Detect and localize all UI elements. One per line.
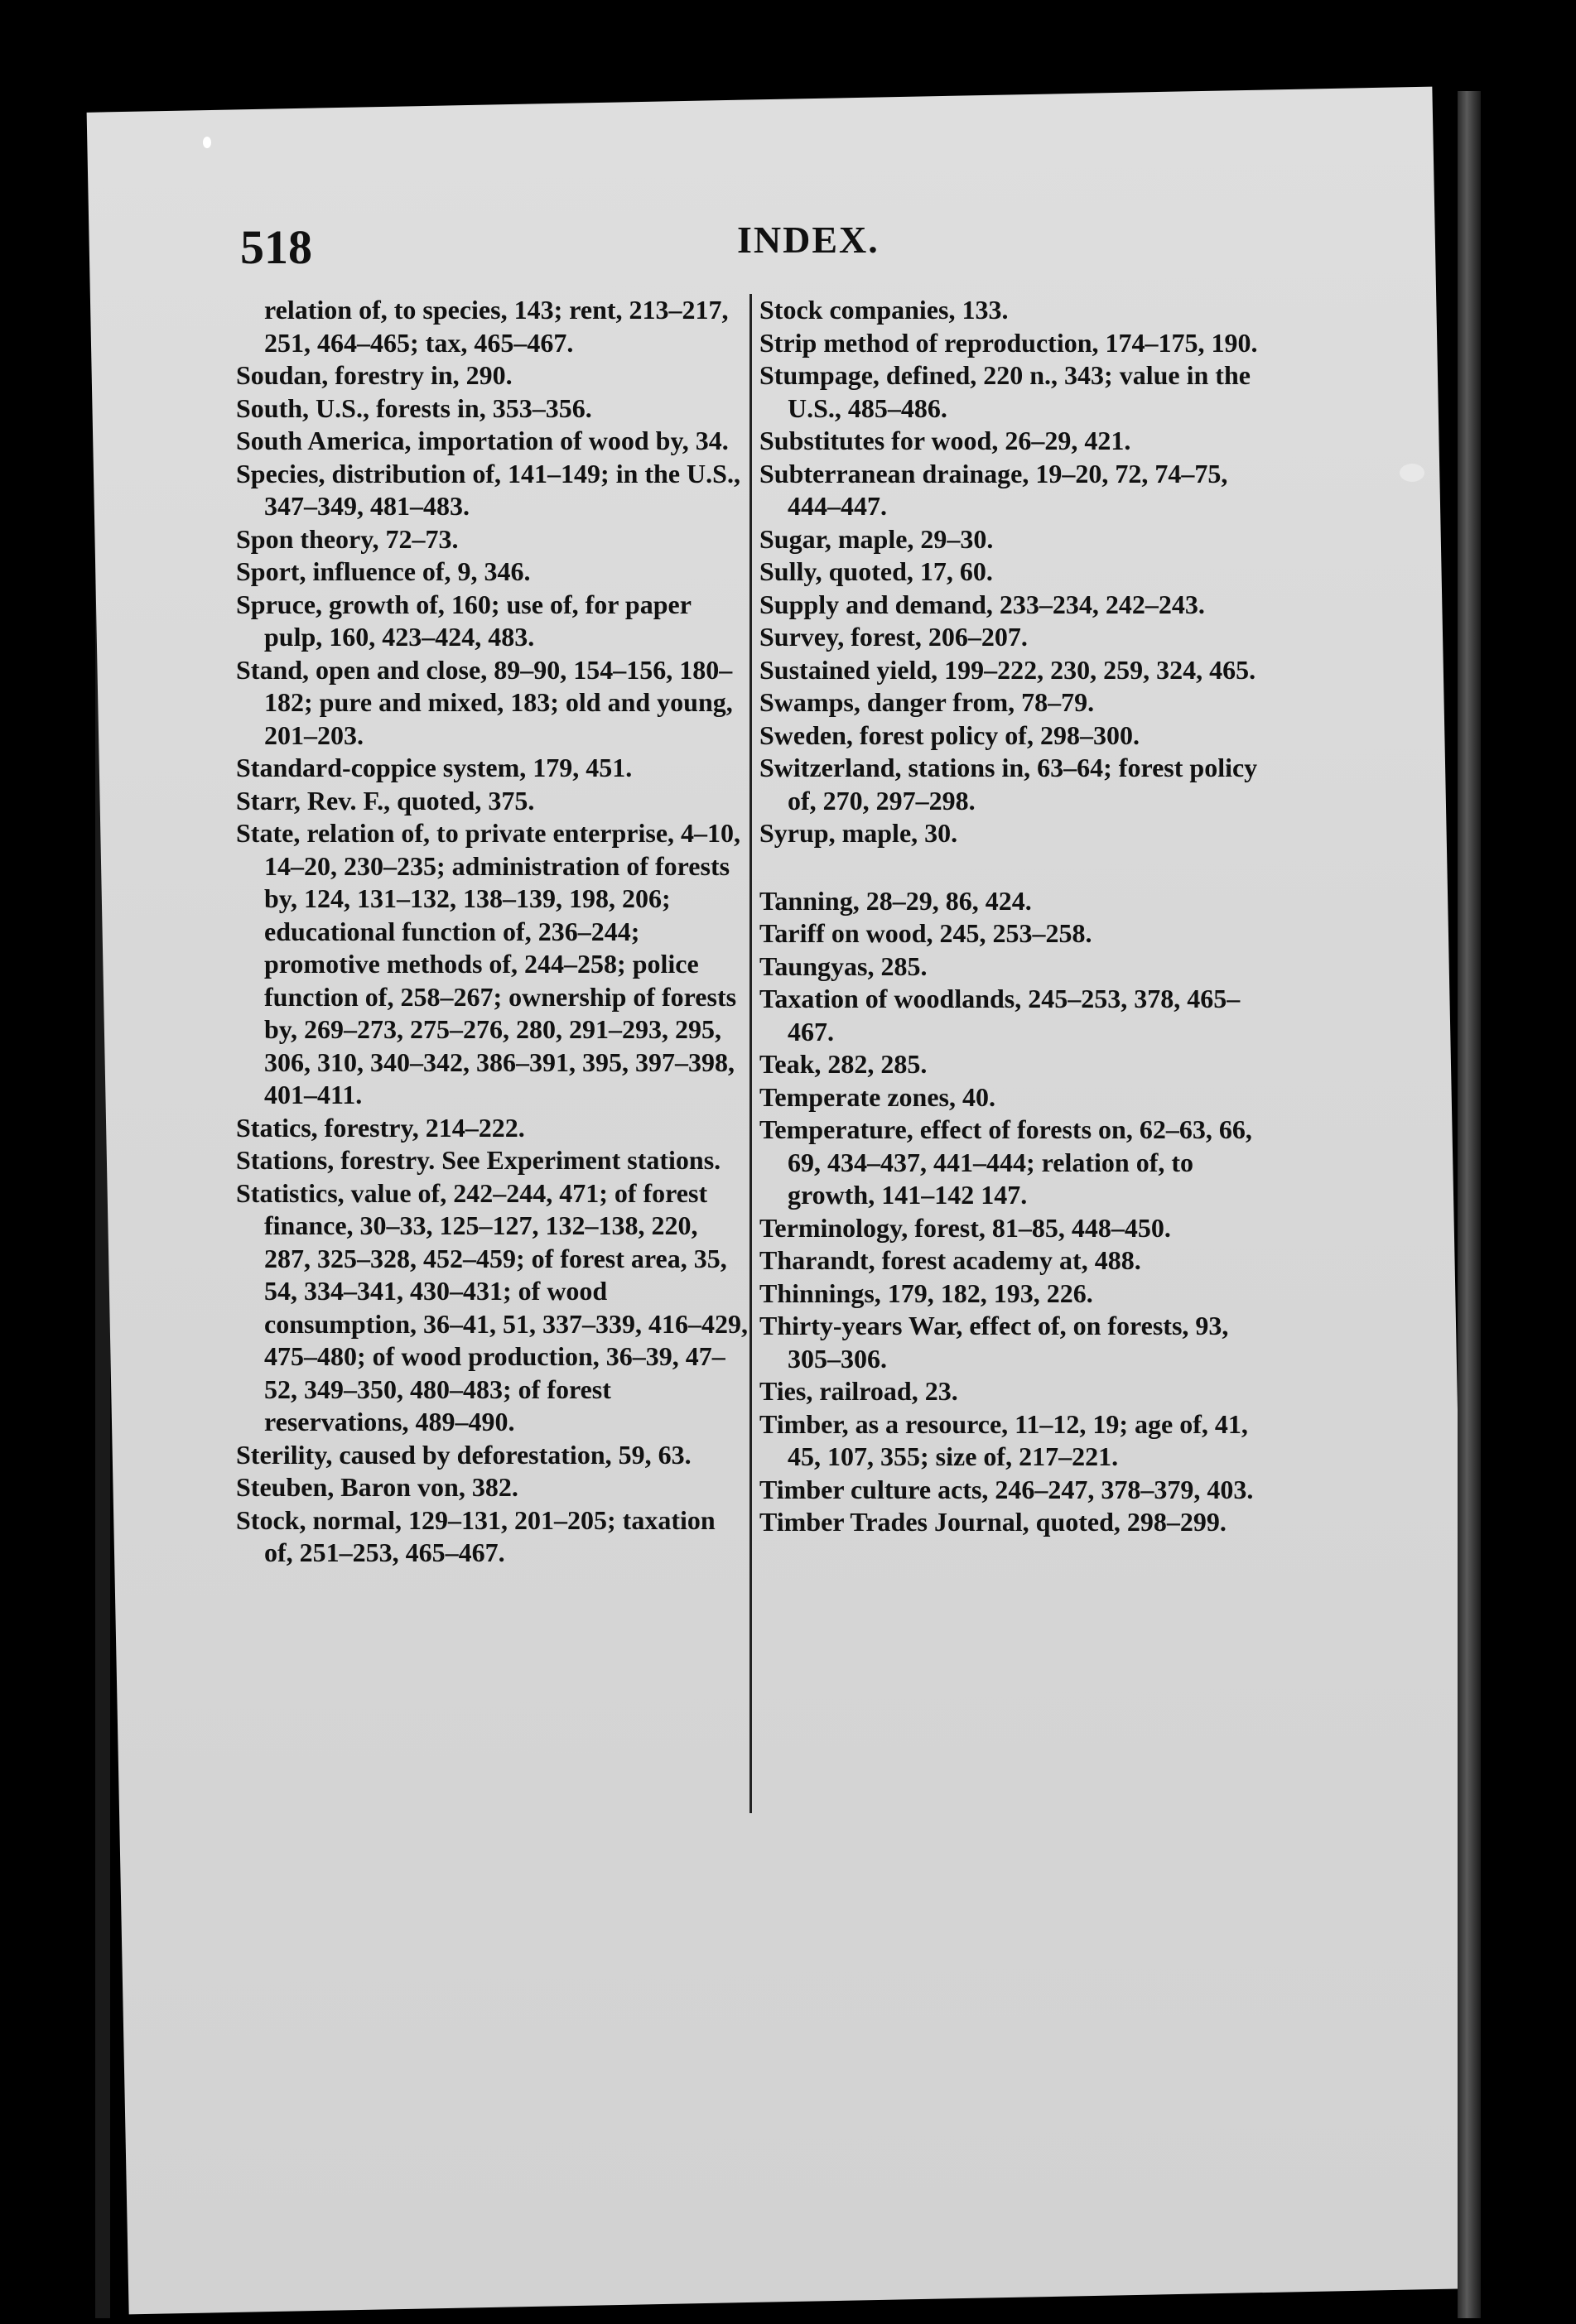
- index-entry: Stand, open and close, 89–90, 154–156, 180–182; pure and mixed, 183; old and young, 201–203.: [236, 654, 733, 750]
- index-entry: Survey, forest, 206–207.: [759, 622, 1028, 652]
- index-entry: Species, distribution of, 141–149; in the U.S., 347–349, 481–483.: [236, 458, 740, 521]
- index-entry: Stations, forestry. See Experiment stations.: [236, 1145, 721, 1175]
- index-entry: Stock, normal, 129–131, 201–205; taxation of, 251–253, 465–467.: [236, 1504, 716, 1567]
- dust-speck: [203, 137, 211, 148]
- index-entry: South, U.S., forests in, 353–356.: [236, 392, 592, 423]
- page-number: 518: [240, 220, 312, 274]
- index-entry: Sugar, maple, 29–30.: [759, 523, 994, 554]
- index-entry: Timber, as a resource, 11–12, 19; age of, 41, 45, 107, 355; size of, 217–221.: [759, 1408, 1248, 1471]
- index-entry: Statics, forestry, 214–222.: [236, 1112, 525, 1143]
- index-entry: Terminology, forest, 81–85, 448–450.: [759, 1212, 1171, 1243]
- index-entry: Stock companies, 133.: [759, 295, 1009, 325]
- page-header: [240, 219, 1193, 294]
- index-entry: Stumpage, defined, 220 n., 343; value in the U.S., 485–486.: [759, 360, 1251, 423]
- index-entry: State, relation of, to private enterprise, 4–10, 14–20, 230–235; administration of forests by, 124, 131–132, 138–139, 198, 206; educational function of, 236–244; promotive methods of, 244–258; police function of, 258–267; ownership of forests by, 269–273, 275–276, 280, 291–293, 295, 306, 310, 340–342, 386–391, 395, 397–398, 401–411.: [236, 818, 741, 1109]
- index-entry: Soudan, forestry in, 290.: [236, 360, 513, 390]
- index-entry: Strip method of reproduction, 174–175, 190.: [759, 327, 1258, 358]
- index-entry: Taungyas, 285.: [759, 950, 928, 981]
- index-column-right: [759, 294, 1273, 1539]
- index-entry: Taxation of woodlands, 245–253, 378, 465–467.: [759, 984, 1241, 1047]
- index-columns: [236, 294, 1379, 1784]
- index-entry: Steuben, Baron von, 382.: [236, 1472, 518, 1502]
- index-entry: Thinnings, 179, 182, 193, 226.: [759, 1277, 1093, 1308]
- index-column-left: [236, 294, 749, 1570]
- index-entry: Substitutes for wood, 26–29, 421.: [759, 426, 1131, 455]
- index-entry: Sweden, forest policy of, 298–300.: [759, 719, 1140, 750]
- index-entry: Sport, influence of, 9, 346.: [236, 556, 531, 586]
- index-entry: Standard-coppice system, 179, 451.: [236, 753, 633, 782]
- index-entry: Timber Trades Journal, quoted, 298–299.: [759, 1507, 1227, 1537]
- index-entry: Sterility, caused by deforestation, 59, 63.: [236, 1439, 692, 1470]
- index-entry: Switzerland, stations in, 63–64; forest policy of, 270, 297–298.: [759, 753, 1258, 816]
- index-entry: Thirty-years War, effect of, on forests, 93, 305–306.: [759, 1311, 1229, 1374]
- entry-gap: [759, 850, 1273, 885]
- dust-speck: [1400, 464, 1424, 482]
- index-entry: Tariff on wood, 245, 253–258.: [759, 918, 1092, 948]
- column-divider: [749, 294, 752, 1813]
- index-entry: Spon theory, 72–73.: [236, 523, 459, 554]
- index-entry: Temperate zones, 40.: [759, 1081, 995, 1112]
- index-entry: Statistics, value of, 242–244, 471; of forest finance, 30–33, 125–127, 132–138, 220, 287, 325–328, 452–459; of forest area, 35, 54, 334–341, 430–431; of wood consumption, 36–41, 51, 337–339, 416–429, 475–480; of wood production, 36–39, 47–52, 349–350, 480–483; of forest reservations, 489–490.: [236, 1177, 749, 1436]
- index-entry: Teak, 282, 285.: [759, 1049, 928, 1079]
- index-entry: Supply and demand, 233–234, 242–243.: [759, 589, 1205, 619]
- index-entry: Temperature, effect of forests on, 62–63, 66, 69, 434–437, 441–444; relation of, to growth, 141–142 147.: [759, 1114, 1252, 1210]
- index-entry: Starr, Rev. F., quoted, 375.: [236, 785, 535, 816]
- index-entry: relation of, to species, 143; rent, 213–217, 251, 464–465; tax, 465–467.: [264, 295, 729, 358]
- index-entry: Timber culture acts, 246–247, 378–379, 403.: [759, 1474, 1254, 1504]
- running-title: INDEX.: [737, 219, 880, 261]
- index-entry: Syrup, maple, 30.: [759, 818, 958, 848]
- index-entry: Tanning, 28–29, 86, 424.: [759, 885, 1032, 916]
- index-entry: Subterranean drainage, 19–20, 72, 74–75, 444–447.: [759, 458, 1228, 521]
- index-entry: Ties, railroad, 23.: [759, 1376, 958, 1406]
- index-entry: Spruce, growth of, 160; use of, for paper pulp, 160, 423–424, 483.: [236, 589, 692, 652]
- index-entry: Tharandt, forest academy at, 488.: [759, 1245, 1141, 1275]
- index-entry: Swamps, danger from, 78–79.: [759, 687, 1095, 717]
- index-entry: South America, importation of wood by, 34.: [236, 426, 729, 455]
- facing-page-edge: [1458, 91, 1481, 2318]
- index-entry: Sustained yield, 199–222, 230, 259, 324, 465.: [759, 654, 1256, 685]
- index-entry: Sully, quoted, 17, 60.: [759, 556, 993, 586]
